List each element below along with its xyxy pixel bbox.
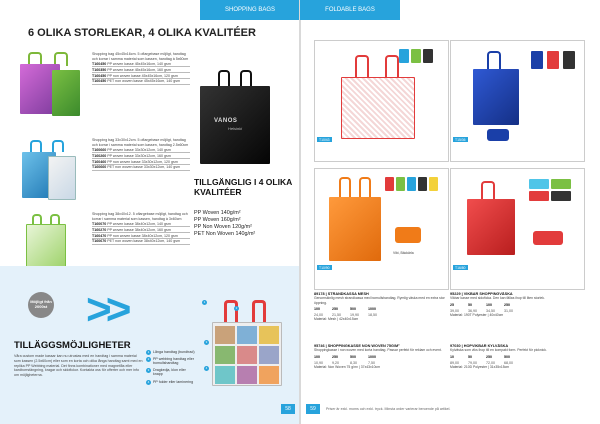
photo-print-bag-image: 1 2 3 4: [208, 300, 286, 388]
quality-list: [194, 210, 299, 238]
product-tag: T16/80: [455, 265, 466, 270]
product-caption: Vikt, Bäckärla: [393, 251, 414, 255]
right-page: [300, 0, 600, 424]
options-list: [146, 350, 196, 387]
footer-note: Priser är exkl. moms och exkl. tryck. Minsta order varierar beroende på artikel.: [326, 407, 451, 411]
size-desc-2: Shopping bag 33x30x12cm. 5 oflargebase möjligt, handtag och korrar i samma material som kassen, handtag 2.5x60cm T160660 PP woven kasse 33x30x12cm, 140 gsm T160260 PP woven kasse 33x30x12cm, 160 gsm T160460 PP non woven kasse 33x30x12cm, 120 gsm T160660 PET non woven kasse 33x30x12cm, 140 gsm: [92, 138, 189, 170]
size-desc-1: Shopping bag 45x45x16cm. 5 oflargebase möjligt, handtag och korrar i samma material som kassen, handtag à 5x60cm T160450 PP woven kasse 45x45x16cm, 140 gsm T160350 PP woven kasse 45x45x16cm, 160 gsm T160450 PP non woven kasse 45x45x16cm, 120 gsm T160450 PET non woven kasse 45x45x16cm, 140 gsm: [92, 52, 189, 84]
extras-title: TILLÄGGSMÖJLIGHETER: [14, 340, 131, 351]
product-tag: T10/90: [319, 265, 330, 270]
chevron-right-icon: >>: [86, 285, 126, 334]
extras-desc: Våra custom made kassar kan nu utrustas med en handtag i samma material som kassen (2.5x60cm) eller som en korta och olika långa handtag samt med en replika PP Webbing material. Det finns kombinationer med magnetlås eller kardborrstängning, kragar och sidofickor. Kontakta oss för offerter och mer info om möjligheterna.: [14, 354, 143, 378]
product-cell-mesh: [314, 40, 449, 162]
product-tag: T15/36: [455, 137, 466, 142]
product-cell-nonwoven: [314, 168, 449, 290]
bag-image-small: [20, 212, 82, 272]
product-tag: T10/43: [319, 137, 330, 142]
black-bag-brand: VANOS: [214, 118, 238, 124]
quality-title: TILLGÄNGLIG I 4 OLIKA KVALITÉER: [194, 177, 292, 197]
bag-image-medium: [20, 138, 82, 208]
size-row-2: [20, 138, 190, 210]
header-tab-shopping-bags[interactable]: SHOPPING BAGS: [200, 0, 300, 20]
product-cell-cooler: [450, 168, 585, 290]
bag-image-large: [20, 52, 82, 130]
product-cell-foldable: [450, 40, 585, 162]
page-number-right: 59: [306, 404, 320, 414]
header-tab-foldable-bags[interactable]: FOLDABLE BAGS: [300, 0, 400, 20]
min-order-badge: Möjligt från 2000st: [28, 292, 54, 318]
spec-foldable: 95229 | VIKBAR SHOPPINGVÄSKA Vikbar kasse med sidoficka. Den kan fällas ihop till liten storlek. 25 50 100 250 39,00 36,90 34,50 31,00 Material: 190T Polyester | 40x40cm: [450, 292, 545, 318]
black-bag-image: [200, 70, 270, 165]
page-title: 6 OLIKA STORLEKAR, 4 OLIKA KVALITÉER: [28, 27, 256, 39]
black-bag-script: Helsinki: [228, 126, 243, 131]
size-row-3: [20, 212, 190, 274]
spec-nonwoven: 95746 | SHOPPINGKASSE NON WOVEN 75G/M² Shoppingkasse i non woven med korta handtag. Passar perfekt för reklam och event. 100 250 500 1000 10,90 9,20 8,30 7,50 Material: Non Woven 75 g/m² | 37x43x10cm: [314, 344, 442, 370]
quality-item: PP Woven 140g/m²: [194, 210, 241, 216]
size-row-1: [20, 52, 190, 132]
option-item: 1 Långa handtag (bundtrad): [147, 350, 195, 354]
spec-cooler: 97030 | HOPVIKBAR KYLVÄSKA Kylväska som viks ihop till en kompakt form. Perfekt för picknick. 10 50 250 500 89,00 79,00 72,00 68,00 Material: 210D Polyester | 31x35x15cm: [450, 344, 547, 370]
quality-item: PET Non Woven 140g/m²: [194, 231, 256, 237]
option-item: 4 PP folder eller laminering: [147, 379, 194, 384]
page-number-left: 58: [281, 404, 295, 414]
size-desc-3: Shopping bag 38x40x12. 5 oflargebase möjligt, handtag och korrar i samma material som kassen, handtag à 3x60cm T160070 PP woven kasse 38x40x12cm, 140 gsm T160270 PP woven kasse 38x40x12cm, 160 gsm T160470 PP non woven kasse 38x40x12cm, 120 gsm T160670 PET non woven kasse 38x40x12cm, 140 gsm: [92, 212, 190, 245]
option-item: 3 Dragkedja, klon eller knapp: [147, 368, 186, 377]
option-item: 2 PP webbing handtag eller bomullshandtag: [147, 357, 194, 366]
spec-mesh: 89178 | STRANDKASSA MESH Genomskinlig mesh strandkassa med bomullshandtag. Rymlig väska med en extra stor öppning. 100 250 500 1000 24,00 21,50 19,90 18,50 Material: Mesh | 42x40x15cm: [314, 292, 445, 322]
quality-item: PP Woven 160g/m²: [194, 217, 241, 223]
quality-item: PP Non Woven 120g/m²: [194, 224, 252, 230]
